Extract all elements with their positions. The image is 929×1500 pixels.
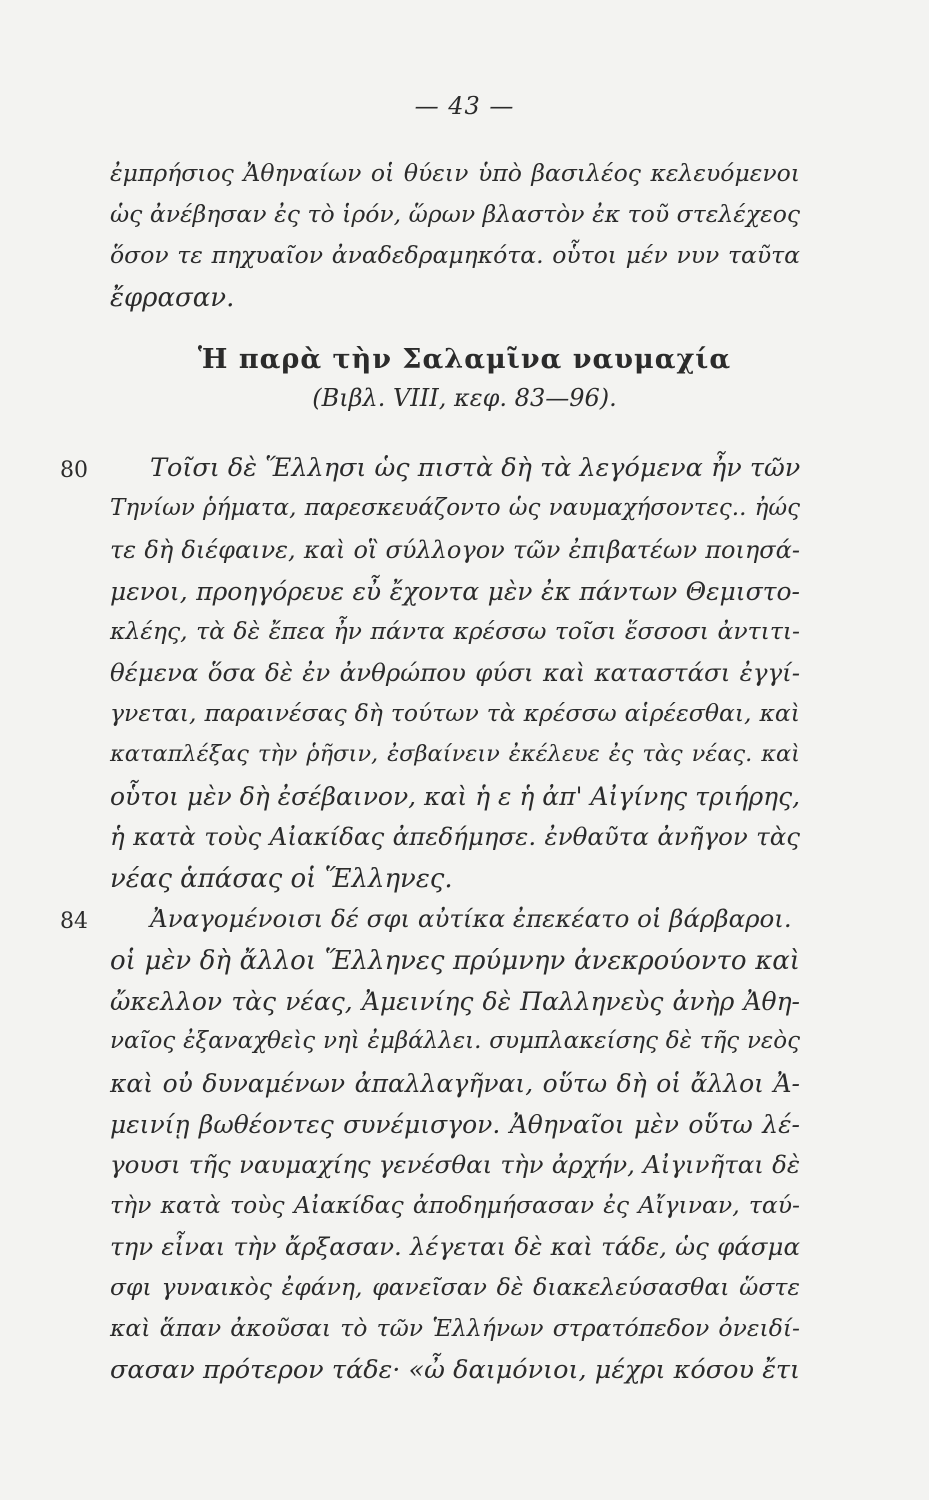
- text-line: ἡ κατὰ τοὺς Αἰακίδας ἀπεδήμησε. ἐνθαῦτα ἀνῆγον τὰς: [110, 822, 800, 851]
- text-line: γουσι τῆς ναυμαχίης γενέσθαι τὴν ἀρχήν, Αἰγινῆται δὲ: [110, 1150, 800, 1179]
- text-line: καὶ ἅπαν ἀκοῦσαι τὸ τῶν Ἑλλήνων στρατόπεδον ὀνειδί-: [110, 1314, 800, 1342]
- text-line: θέμενα ὅσα δὲ ἐν ἀνθρώπου φύσι καὶ καταστάσι ἐγγί-: [110, 658, 800, 687]
- text-line: ὡς ἀνέβησαν ἐς τὸ ἱρόν, ὥρων βλαστὸν ἐκ τοῦ στελέχεος: [110, 200, 800, 228]
- text-line: ἔφρασαν.: [110, 283, 235, 313]
- margin-chapter-number: 80: [60, 458, 88, 483]
- section-heading: Ἡ παρὰ τὴν Σαλαμῖνα ναυμαχία: [197, 344, 732, 375]
- text-line: ναῖος ἐξαναχθεὶς νηὶ ἐμβάλλει. συμπλακείσης δὲ τῆς νεὸς: [110, 1028, 800, 1054]
- text-line: Τηνίων ῥήματα, παρεσκευάζοντο ὡς ναυμαχήσοντες.. ἠώς: [110, 495, 800, 521]
- text-line: καταπλέξας τὴν ῥῆσιν, ἐσβαίνειν ἐκέλευε ἐς τὰς νέας. καὶ: [110, 741, 800, 767]
- text-line: γνεται, παραινέσας δὴ τούτων τὰ κρέσσω αἱρέεσθαι, καὶ: [110, 699, 800, 727]
- text-line: Ἀναγομένοισι δέ σφι αὐτίκα ἐπεκέατο οἱ βάρβαροι.: [150, 904, 792, 933]
- text-line: κλέης, τὰ δὲ ἔπεα ἦν πάντα κρέσσω τοῖσι ἕσσοσι ἀντιτι-: [110, 617, 800, 645]
- text-line: τε δὴ διέφαινε, καὶ οἳ σύλλογον τῶν ἐπιβατέων ποιησά-: [110, 536, 800, 564]
- margin-chapter-number: 84: [60, 909, 88, 934]
- text-line: σασαν πρότερον τάδε· «ὦ δαιμόνιοι, μέχρι κόσου ἔτι: [110, 1355, 800, 1385]
- text-line: καὶ οὐ δυναμένων ἀπαλλαγῆναι, οὕτω δὴ οἱ ἄλλοι Ἀ-: [110, 1069, 800, 1098]
- text-line: την εἶναι τὴν ἄρξασαν. λέγεται δὲ καὶ τάδε, ὡς φάσμα: [110, 1232, 800, 1261]
- text-line: νέας ἁπάσας οἱ Ἕλληνες.: [110, 864, 453, 894]
- text-line: σφι γυναικὸς ἐφάνη, φανεῖσαν δὲ διακελεύσασθαι ὥστε: [110, 1273, 800, 1301]
- text-line: ὤκελλον τὰς νέας, Ἀμεινίης δὲ Παλληνεὺς ἀνὴρ Ἀθη-: [110, 987, 800, 1016]
- text-line: ὅσον τε πηχυαῖον ἀναδεδραμηκότα. οὗτοι μέν νυν ταῦτα: [110, 241, 800, 269]
- text-line: οὗτοι μὲν δὴ ἐσέβαινον, καὶ ἡ ε ἡ ἀπ' Αἰγίνης τριήρης,: [110, 782, 801, 811]
- text-line: τὴν κατὰ τοὺς Αἰακίδας ἀποδημήσασαν ἐς Αἴγιναν, ταύ-: [110, 1191, 800, 1219]
- text-line: μενοι, προηγόρευε εὖ ἔχοντα μὲν ἐκ πάντων Θεμιστο-: [110, 577, 800, 606]
- text-line: Τοῖσι δὲ Ἕλλησι ὡς πιστὰ δὴ τὰ λεγόμενα ἦν τῶν: [150, 453, 801, 483]
- section-subheading: (Βιβλ. VIII, κεφ. 83—96).: [312, 384, 617, 412]
- text-line: ἐμπρήσιος Ἀθηναίων οἱ θύειν ὑπὸ βασιλέος κελευόμενοι: [110, 159, 800, 187]
- text-line: μεινίῃ βωθέοντες συνέμισγον. Ἀθηναῖοι μὲν οὕτω λέ-: [110, 1110, 800, 1139]
- text-line: οἱ μὲν δὴ ἄλλοι Ἕλληνες πρύμνην ἀνεκρούοντο καὶ: [110, 946, 800, 976]
- page-number: — 43 —: [414, 92, 515, 120]
